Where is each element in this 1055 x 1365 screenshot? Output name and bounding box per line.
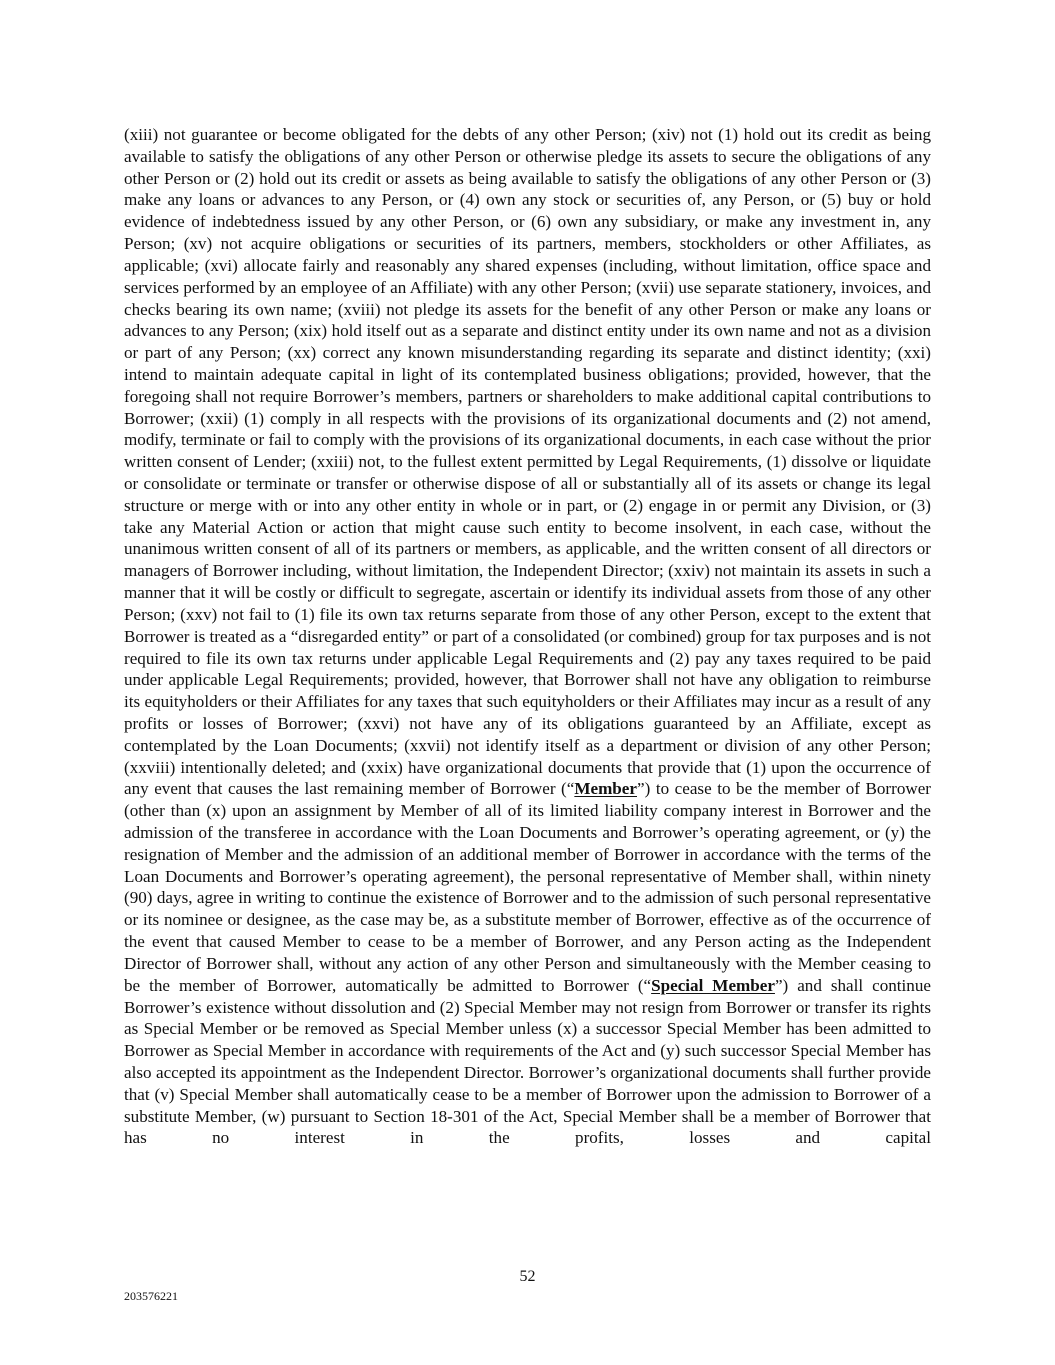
defined-term-member: Member xyxy=(574,779,637,799)
document-id: 203576221 xyxy=(124,1289,178,1303)
defined-term-special-member: Special Member xyxy=(651,975,775,995)
body-text-segment: (xiii) not guarantee or become obligated for the debts of any other Person; (xiv) not (1) hold out its credit as being available to satisfy the obligations of any other Person or otherwise pledge its assets to secure the obligations of any other Person or (2) hold out its credit or assets as being available to satisfy the obligations of any other Person or (3) make any loans or advances to any Person, or (4) own any stock or securities of, any Person, or (5) buy or hold evidence of indebtedness issued by any other Person, or (6) own any subsidiary, or make any investment in, any Person; (xv) not acquire obligations or securities of its partners, members, stockholders or other Affiliates, as applicable; (xvi) allocate fairly and reasonably any shared expenses (including, without limitation, office space and services performed by an employee of an Affiliate) with any other Person; (xvii) use separate stationery, invoices, and checks bearing its own name; (xviii) not pledge its assets for the benefit of any other Person or make any loans or advances to any Person; (xix) hold itself out as a separate and distinct entity under its own name and not as a division or part of any Person; (xx) correct any known misunderstanding regarding its separate and distinct identity; (xxi) intend to maintain adequate capital in light of its contemplated business obligations; provided, however, that the foregoing shall not require Borrower’s members, partners or shareholders to make additional capital contributions to Borrower; (xxii) (1) comply in all respects with the provisions of its organizational documents and (2) not amend, modify, terminate or fail to comply with the provisions of its organizational documents, in each case without the prior written consent of Lender; (xxiii) not, to the fullest extent permitted by Legal Requirements, (1) dissolve or liquidate or consolidate or terminate or transfer or otherwise dispose of all or substantially all of its assets or change its legal structure or merge with or into any other entity in whole or in part, or (2) engage in or permit any Division, or (3) take any Material Action or action that might cause such entity to become insolvent, in each case, without the unanimous written consent of all of its partners or members, as applicable, and the written consent of all directors or managers of Borrower including, without limitation, the Independent Director; (xxiv) not maintain its assets in such a manner that it will be costly or difficult to segregate, ascertain or identify its individual assets from those of any other Person; (xxv) not fail to (1) file its own tax returns separate from those of any other Person, except to the extent that Borrower is treated as a “disregarded entity” or part of a consolidated (or combined) group for tax purposes and is not required to file its own tax returns under applicable Legal Requirements and (2) pay any taxes required to be paid under applicable Legal Requirements; provided, however, that Borrower shall not have any obligation to reimburse its equityholders or their Affiliates for any taxes that such equityholders or their Affiliates may incur as a result of any profits or losses of Borrower; (xxvi) not have any of its obligations guaranteed by an Affiliate, except as contemplated by the Loan Documents; (xxvii) not identify itself as a department or division of any other Person; (xxviii) intentionally deleted; and (xxix) have organizational documents that provide that (1) upon the occurrence of any event that causes the last remaining member of Borrower (“ xyxy=(124,125,931,799)
body-text-segment: ”) and shall continue Borrower’s existence without dissolution and (2) Special Member may not resign from Borrower or transfer its rights as Special Member or be removed as Special Member unless (x) a successor Special Member has been admitted to Borrower as Special Member in accordance with requirements of the Act and (y) such successor Special Member has also accepted its appointment as the Independent Director. Borrower’s organizational documents shall further provide that (v) Special Member shall automatically cease to be a member of Borrower upon the admission to Borrower of a substitute Member, (w) pursuant to Section 18-301 of the Act, Special Member shall be a member of Borrower that has no interest in the profits, losses and capital xyxy=(124,975,931,1148)
body-paragraph xyxy=(124,124,931,1149)
body-text-segment: ”) to cease to be the member of Borrower (other than (x) upon an assignment by Member of all of its limited liability company interest in Borrower and the admission of the transferee in accordance with the Loan Documents and Borrower’s operating agreement, or (y) the resignation of Member and the admission of an additional member of Borrower in accordance with the terms of the Loan Documents and Borrower’s operating agreement), the personal representative of Member shall, within ninety (90) days, agree in writing to continue the existence of Borrower and to the admission of such personal representative or its nominee or designee, as the case may be, as a substitute member of Borrower, effective as of the occurrence of the event that caused Member to cease to be a member of Borrower, and any Person acting as the Independent Director of Borrower shall, without any action of any other Person and simultaneously with the Member ceasing to be the member of Borrower, automatically be admitted to Borrower (“ xyxy=(124,779,931,995)
page-number: 52 xyxy=(519,1268,536,1285)
